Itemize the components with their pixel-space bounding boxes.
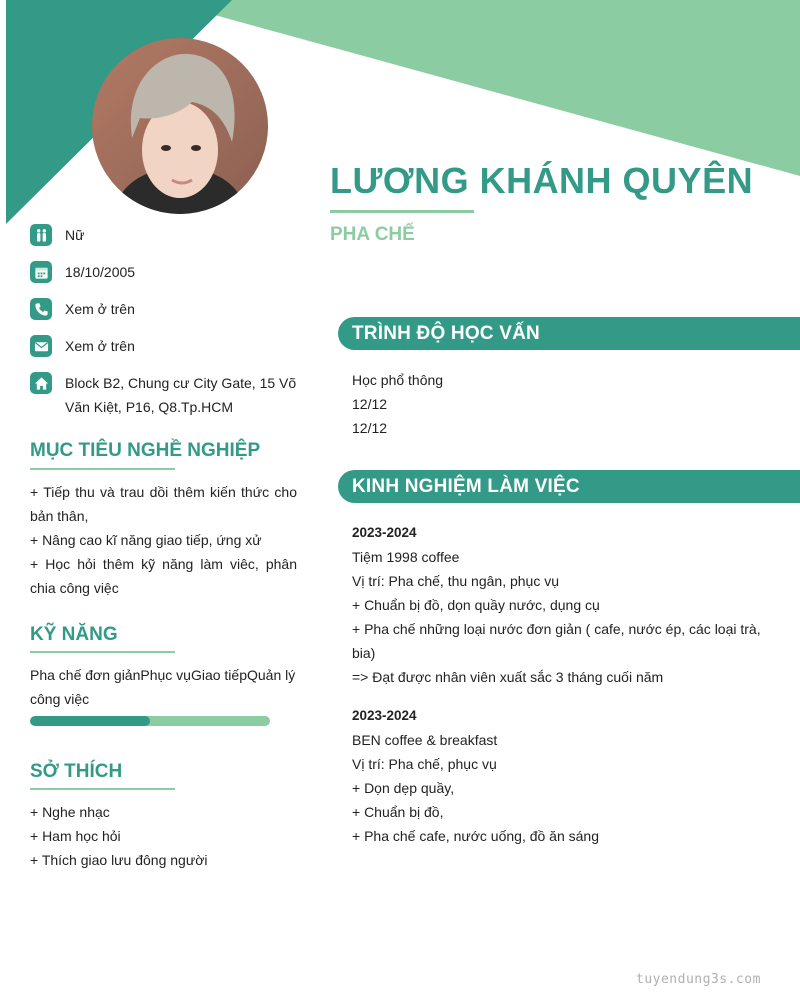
envelope-icon [30, 335, 52, 357]
experience-job-2 [352, 704, 772, 848]
watermark: tuyendung3s.com [636, 972, 761, 987]
contact-address [30, 372, 310, 419]
contact-gender [30, 224, 310, 247]
phone-text: Xem ở trên [65, 301, 135, 317]
email-text: Xem ở trên [65, 338, 135, 354]
hobbies-content [30, 800, 297, 872]
job-line: + Chuẩn bị đồ, [352, 804, 444, 820]
job-line: Vị trí: Pha chế, phục vụ [352, 756, 497, 772]
objective-line: + Nâng cao kĩ năng giao tiếp, ứng xử [30, 532, 262, 548]
skill-level-fill [30, 716, 150, 726]
job-line: + Dọn dẹp quầy, [352, 780, 455, 796]
profile-photo [92, 38, 268, 214]
job-line: Vị trí: Pha chế, thu ngân, phục vụ [352, 573, 560, 589]
education-content [352, 368, 772, 440]
job-period: 2023-2024 [352, 525, 417, 540]
hobby-item: + Nghe nhạc [30, 804, 110, 820]
skills-text: Pha chế đơn giảnPhục vụGiao tiếpQuản lý công việc [30, 667, 296, 707]
objective-content [30, 480, 297, 600]
hobbies-underline [30, 788, 175, 790]
education-line: 12/12 [352, 420, 388, 436]
job-line: + Pha chế cafe, nước uống, đồ ăn sáng [352, 828, 600, 844]
objective-line: + Học hỏi thêm kỹ năng làm viêc, phân chia công việc [30, 556, 297, 596]
objective-line: + Tiếp thu và trau dồi thêm kiến thức cho bản thân, [30, 484, 297, 524]
phone-icon [30, 298, 52, 320]
gender-text: Nữ [65, 227, 85, 243]
education-header [338, 317, 800, 350]
gender-icon [30, 224, 52, 246]
education-line: Học phổ thông [352, 372, 444, 388]
objective-title: MỤC TIÊU NGHỀ NGHIỆP [30, 440, 261, 461]
hobbies-title: SỞ THÍCH [30, 761, 123, 782]
hobby-item: + Thích giao lưu đông người [30, 852, 208, 868]
address-text: Block B2, Chung cư City Gate, 15 Võ Văn Kiệt, P16, Q8.Tp.HCM [65, 375, 297, 415]
job-company: Tiệm 1998 coffee [352, 549, 460, 565]
objective-underline [30, 468, 175, 470]
job-line: + Chuẩn bị đồ, dọn quầy nước, dụng cụ [352, 597, 600, 613]
birthday-text: 18/10/2005 [65, 264, 136, 280]
job-line: => Đạt được nhân viên xuất sắc 3 tháng cuối năm [352, 669, 664, 685]
experience-job-1 [352, 521, 772, 689]
calendar-icon [30, 261, 52, 283]
skills-title: KỸ NĂNG [30, 624, 118, 645]
job-title: PHA CHẾ [330, 224, 415, 245]
name-underline [330, 210, 474, 213]
contact-info [30, 224, 310, 433]
skills-underline [30, 651, 175, 653]
job-period: 2023-2024 [352, 708, 417, 723]
experience-header [338, 470, 800, 503]
contact-birthday [30, 261, 310, 284]
job-company: BEN coffee & breakfast [352, 732, 498, 748]
contact-phone [30, 298, 310, 321]
skills-content [30, 663, 297, 711]
home-icon [30, 372, 52, 394]
education-line: 12/12 [352, 396, 388, 412]
experience-title: KINH NGHIỆM LÀM VIỆC [352, 475, 580, 497]
candidate-name: LƯƠNG KHÁNH QUYÊN [330, 160, 754, 201]
skill-level-bar [30, 716, 270, 726]
contact-email [30, 335, 310, 358]
job-line: + Pha chế những loại nước đơn giản ( cafe, nước ép, các loại trà, bia) [352, 621, 761, 661]
hobby-item: + Ham học hỏi [30, 828, 121, 844]
education-title: TRÌNH ĐỘ HỌC VẤN [352, 322, 540, 344]
